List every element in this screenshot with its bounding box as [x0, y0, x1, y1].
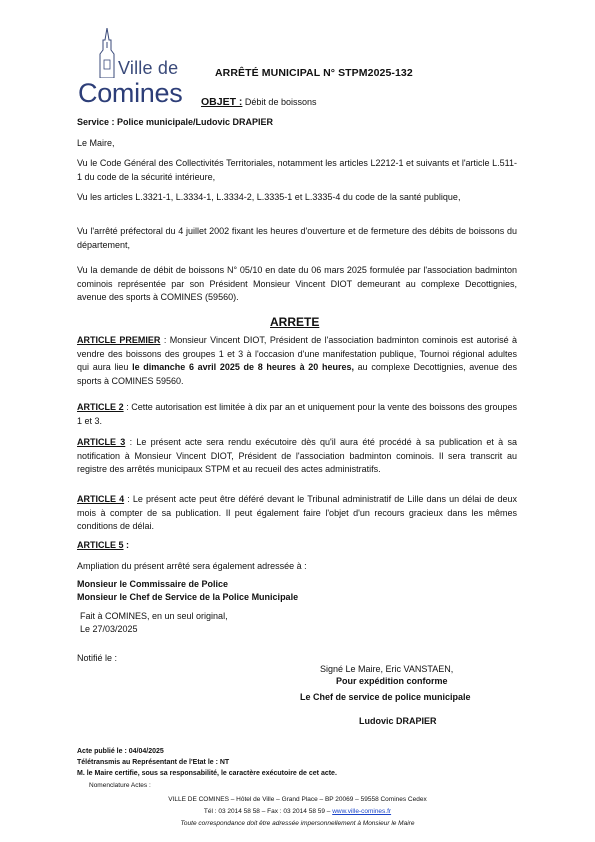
footer-tel: Tél : 03 2014 58 58 – Fax : 03 2014 58 59 –	[203, 808, 333, 815]
article-2	[77, 401, 517, 428]
vu-demande: Vu la demande de débit de boissons N° 05/10 en date du 06 mars 2025 formulée par l'association badminton cominois représentée par son Président Monsieur Vincent DIOT demeurant au complexe Decottignies, avenue des sports à COMINES (59560).	[77, 265, 517, 302]
document-title: ARRÊTÉ MUNICIPAL N° STPM2025-132	[215, 67, 413, 79]
objet-text: Débit de boissons	[242, 97, 317, 107]
vu-arrete-prefectoral: Vu l'arrêté préfectoral du 4 juillet 2002 fixant les heures d'ouverture et de fermeture des débits de boissons du département,	[77, 226, 517, 250]
nomenclature: Nomenclature Actes :	[89, 782, 151, 789]
article-5	[77, 540, 129, 550]
ampliation: Ampliation du présent arrêté sera également adressée à :	[77, 561, 307, 571]
chef-service-title: Le Chef de service de police municipale	[300, 692, 471, 702]
article-1-label: ARTICLE PREMIER	[77, 335, 161, 345]
signature-maire: Signé Le Maire, Eric VANSTAEN,	[320, 664, 454, 674]
objet-line	[201, 96, 316, 108]
destinataire-commissaire: Monsieur le Commissaire de Police	[77, 579, 229, 589]
article-3-label: ARTICLE 3	[77, 437, 126, 447]
footer-address: VILLE DE COMINES – Hôtel de Ville – Grand Place – BP 20069 – 59558 Comines Cedex	[168, 796, 427, 803]
service-line: Service : Police municipale/Ludovic DRAPIER	[77, 117, 274, 127]
article-1	[77, 334, 517, 388]
article-1-date: le dimanche 6 avril 2025 de 8 heures à 20 heures,	[132, 362, 354, 372]
vu-articles-sante: Vu les articles L.3321-1, L.3334-1, L.3334-2, L.3335-1 et L.3335-4 du code de la santé publique,	[77, 192, 461, 202]
church-icon	[96, 28, 118, 78]
expedition-conforme: Pour expédition conforme	[336, 676, 448, 686]
city-logo	[78, 28, 198, 110]
destinataire-chef-service: Monsieur le Chef de Service de la Police Municipale	[77, 592, 299, 602]
notifie-le: Notifié le :	[77, 653, 118, 663]
article-4	[77, 493, 517, 534]
teletransmis: Télétransmis au Représentant de l'Etat le : NT	[77, 759, 230, 766]
logo-comines-text: Comines	[78, 78, 183, 108]
logo-ville-text: Ville de	[118, 58, 179, 78]
article-5-label: ARTICLE 5	[77, 540, 124, 550]
vu-code-general: Vu le Code Général des Collectivités Territoriales, notamment les articles L2212-1 et suivants et l'article L.511-1 du code de la sécurité intérieure,	[77, 158, 517, 182]
article-1-text-end: au complexe Decottignies, avenue des sports à COMINES 59560.	[77, 362, 517, 386]
article-4-text: : Le présent acte peut être déféré devant le Tribunal administratif de Lille dans un délai de deux mois à compter de sa publication. Il peut également faire l'objet d'un recours gracieux dans les mêmes conditions de délai.	[77, 494, 517, 531]
footer-website-link[interactable]: www.ville-comines.fr	[332, 808, 392, 815]
le-maire: Le Maire,	[77, 138, 115, 148]
article-2-text: : Cette autorisation est limitée à dix par an et uniquement pour la vente des boissons des groupes 1 et 3.	[77, 402, 518, 426]
article-4-label: ARTICLE 4	[77, 494, 125, 504]
article-2-label: ARTICLE 2	[77, 402, 124, 412]
objet-label: OBJET :	[201, 96, 243, 108]
signatory-name: Ludovic DRAPIER	[359, 716, 437, 726]
footer-contact	[0, 808, 595, 815]
acte-publie: Acte publié le : 04/04/2025	[77, 748, 164, 755]
arrete-heading: ARRETE	[270, 315, 320, 329]
article-1-text: : Monsieur Vincent DIOT, Président de l'association badminton cominois est autorisé à vendre des boissons des groupes 1 et 3 à l'occasion d'une manifestation publique, Tournoi régional adultes qui aura lieu	[77, 335, 517, 372]
certification: M. le Maire certifie, sous sa responsabilité, le caractère exécutoire de cet acte.	[77, 770, 337, 777]
fait-a: Fait à COMINES, en un seul original,	[80, 611, 228, 621]
article-3-text: : Le présent acte sera rendu exécutoire dès qu'il aura été procédé à sa publication et à sa notification à Monsieur Vincent DIOT, Président de l'association badminton cominois. Il sera transcrit au registre des arrêtés municipaux STPM et au recueil des actes administratifs.	[77, 437, 517, 474]
date-signature: Le 27/03/2025	[80, 624, 138, 634]
article-3	[77, 436, 517, 477]
footer-correspondence: Toute correspondance doit être adressée impersonnellement à Monsieur le Maire	[180, 820, 415, 827]
article-5-text: :	[123, 540, 130, 550]
